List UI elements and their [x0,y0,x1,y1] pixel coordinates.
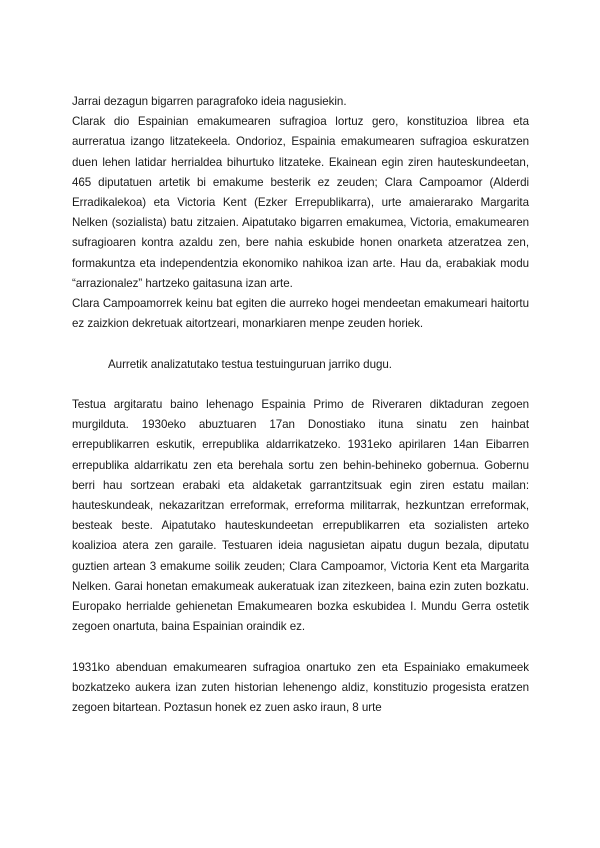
paragraph-1931-suffrage: 1931ko abenduan emakumearen sufragioa onartuko zen eta Espainiako emakumeek bozkatzeko aukera izan zuten historian lehenengo aldiz, konstituzio progesista eratzen zegoen bitartean. Poztasun honek ez zuen asko iraun, 8 urte [72,660,529,715]
intro-sentence: Jarrai dezagun bigarren paragrafoko ideia nagusiekin. [72,95,347,108]
paragraph-clara-argument: Clarak dio Espainian emakumearen sufragioa lortuz gero, konstituzioa librea eta aurreratua izango litzatekeela. Ondorioz, Espainia emakumearen sufragioa eskuratzen duen lehen latidar herrialdea bihurtuko litzateke. Ekainean egin ziren hauteskundeetan, 465 diputatuen artetik bi emakume besterik ez zeuden; Clara Campoamor (Alderdi Erradikalekoa) eta Victoria Kent (Ezker Errepublikarra), urte amaierarako Margarita Nelken (sozialista) batu zitzaien. Aipatutako bigarren emakumea, Victoria, emakumearen sufragioaren kontra azaldu zen, bere nahia eskubide honen onarketa atzeratzea zen, formakuntza eta independentzia ekonomiko nahikoa izan arte. Hau da, erabakiak modu “arrazionalez” hartzeko gaitasuna izan arte. [72,115,529,290]
blank-line [72,334,529,354]
blank-line [72,375,529,395]
paragraph-historical-context: Testua argitaratu baino lehenago Espainia Primo de Riveraren diktaduran zegoen murgilduta. 1930eko abuztuaren 17an Donostiako ituna sinatu zen hainbat errepublikarren eskutik, errepublika aldarrikatzeko. 1931eko apirilaren 14an Eibarren errepublika aldarrikatu zen eta berehala sortu zen behin-behineko gobernua. Gobernu berri hau sortzean erabaki eta aldaketak garrantzitsuak egin ziren estatu mailan: hauteskundeak, nekazaritzan erreformak, erreforma militarrak, hezkuntzan erreformak, besteak beste. Aipatutako hauteskundeetan errepublikarren eta sozialisten arteko koalizioa atera zen garaile. Testuaren ideia nagusietan aipatu dugun bezala, diputatu guztien artean 3 emakume soilik zeuden; Clara Campoamor, Victoria Kent eta Margarita Nelken. Garai honetan emakumeak aukeratuak izan zitezkeen, baina ezin zuten bozkatu. Europako herrialde gehienetan Emakumearen bozka eskubidea I. Mundu Gerra ostetik zegoen onartuta, baina Espainian oraindik ez. [72,398,529,634]
paragraph-campoamor-decrees: Clara Campoamorrek keinu bat egiten die aurreko hogei mendeetan emakumeari haitortu ez zaizkion dekretuak aitortzeari, monarkiaren menpe zeuden horiek. [72,297,529,331]
document-body [72,92,529,718]
blank-line [72,637,529,657]
context-heading-sentence: Aurretik analizatutako testua testuinguruan jarriko dugu. [108,357,392,371]
